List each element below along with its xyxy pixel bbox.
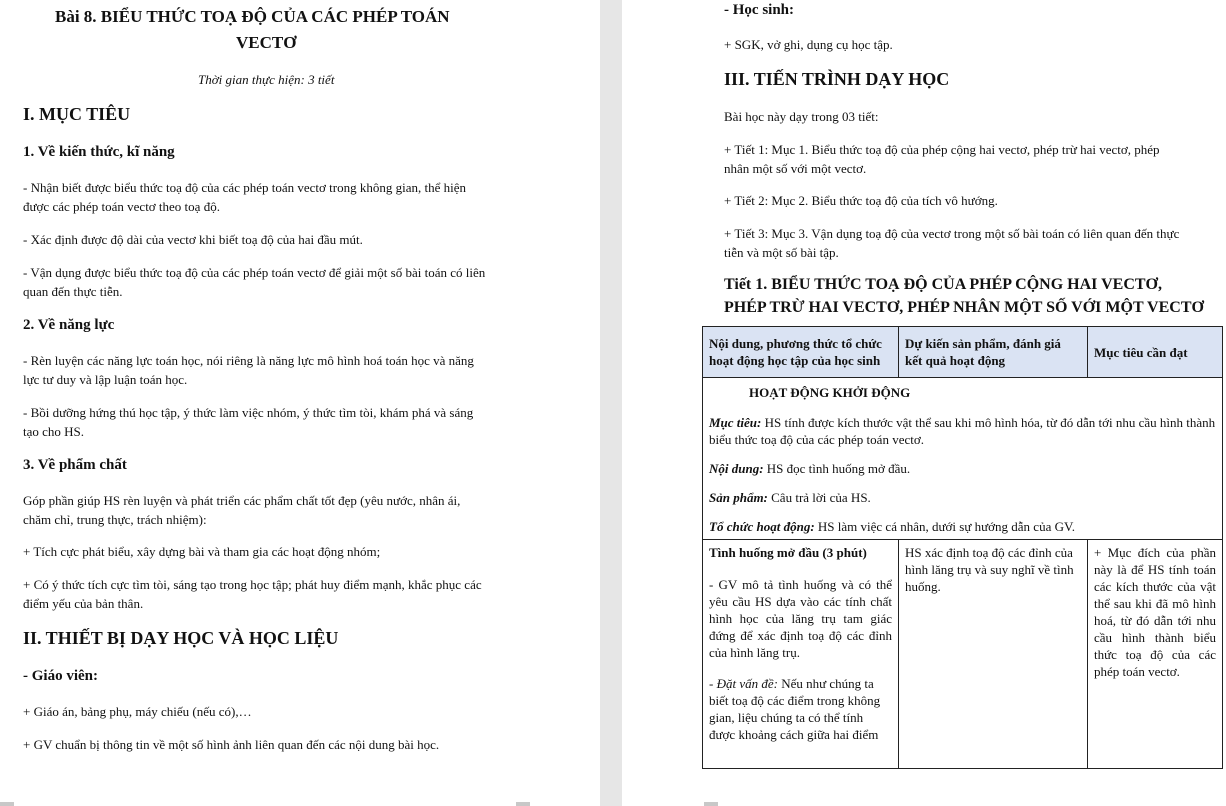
qualities-item-1-line1: Góp phần giúp HS rèn luyện và phát triển các phẩm chất tốt đẹp (yêu nước, nhân ái, [23,493,461,508]
period-3-line1: + Tiết 3: Mục 3. Vận dụng toạ độ của vectơ trong một số bài toán có liên quan đến thực [724,226,1180,241]
header-expected-product: Dự kiến sản phẩm, đánh giá kết quả hoạt động [899,327,1088,378]
document-page-left [0,0,600,806]
competence-item-1-line2: lực tư duy và lập luận toán học. [23,372,188,387]
organization-label: Tổ chức hoạt động: [709,519,815,534]
expected-product-cell: HS xác định toạ độ các đỉnh của hình lăng trụ và suy nghĩ về tình huống. [899,540,1088,769]
competence-item-2-line1: - Bồi dưỡng hứng thú học tập, ý thức làm việc nhóm, ý thức tìm tòi, khám phá và sáng [23,405,474,420]
period-1-line2: nhân một số với một vectơ. [724,161,867,176]
problem-text: Nếu như chúng ta biết toạ độ các điểm trong không gian, liệu chúng ta có thể tính được khoảng cách giữa hai điểm [709,676,881,742]
competence-item-1-line1: - Rèn luyện các năng lực toán học, nói riêng là năng lực mô hình hoá toán học và năng [23,353,474,368]
document-page-right [622,0,1226,806]
table-row-warmup [703,378,1223,540]
content-label: Nội dung: [709,461,764,476]
header-content-method: Nội dung, phương thức tổ chức hoạt động học tập của học sinh [703,327,899,378]
product-text: Câu trả lời của HS. [767,490,871,505]
organization-text: HS làm việc cá nhân, dưới sự hướng dẫn của GV. [814,519,1075,534]
situation-title: Tình huống mở đầu (3 phút) [709,545,867,560]
subheading-teacher: - Giáo viên: [23,668,98,684]
objective-cell: + Mục đích của phần này là để HS tính toán các kích thước của vật thể sau khi đã mô hình hoá, từ đó dẫn tới nhu cầu hình thành biểu thức toạ độ của các phép toán vectơ. [1088,540,1223,769]
table-row-situation [703,540,1223,769]
activity-organization [709,518,1216,535]
activity-goal [709,414,1216,448]
subheading-competence: 2. Về năng lực [23,317,115,333]
knowledge-item-1-line2: được các phép toán vectơ theo toạ độ. [23,199,220,214]
teacher-item-1: + Giáo án, bảng phụ, máy chiếu (nếu có),… [23,704,252,719]
period-2: + Tiết 2: Mục 2. Biểu thức toạ độ của tích vô hướng. [724,193,998,208]
subheading-knowledge: 1. Về kiến thức, kĩ năng [23,144,175,160]
header-objective: Mục tiêu cần đạt [1088,327,1223,378]
process-intro: Bài học này dạy trong 03 tiết: [724,109,879,124]
student-item-1: + SGK, vở ghi, dụng cụ học tập. [724,37,893,52]
knowledge-item-2: - Xác định được độ dài của vectơ khi biết toạ độ của hai đầu mút. [23,232,363,247]
lesson-title-line1: Bài 8. BIỂU THỨC TOẠ ĐỘ CỦA CÁC PHÉP TOÁN [55,7,450,26]
problem-label: - Đặt vấn đề: [709,676,778,691]
section-heading-equipment: II. THIẾT BỊ DẠY HỌC VÀ HỌC LIỆU [23,628,339,648]
qualities-item-3-line1: + Có ý thức tích cực tìm tòi, sáng tạo trong học tập; phát huy điểm mạnh, khắc phục các [23,577,482,592]
problem-statement [709,675,892,743]
section-heading-objectives: I. MỤC TIÊU [23,104,131,124]
activity-title: HOẠT ĐỘNG KHỞI ĐỘNG [749,385,911,400]
page-gap [600,0,622,806]
period-3-line2: tiễn và một số bài tập. [724,245,839,260]
subheading-student: - Học sinh: [724,2,795,18]
margin-marker [704,802,718,806]
situation-text: - GV mô tả tình huống và có thể yêu cầu HS dựa vào các tính chất hình học của lăng trụ tam giác đứng để xác định toạ độ các đỉnh của hình lăng trụ. [709,577,892,660]
table-header-row [703,327,1223,378]
teacher-item-2: + GV chuẩn bị thông tin về một số hình ảnh liên quan đến các nội dung bài học. [23,737,440,752]
content-text: HS đọc tình huống mở đầu. [763,461,911,476]
margin-marker [0,802,14,806]
goal-text: HS tính được kích thước vật thể sau khi mô hình hóa, từ đó dẫn tới nhu cầu hình thành biểu thức toạ độ của các phép toán vectơ. [709,415,1216,447]
qualities-item-2: + Tích cực phát biểu, xây dựng bài và tham gia các hoạt động nhóm; [23,544,381,559]
margin-marker [516,802,530,806]
knowledge-item-3-line1: - Vận dụng được biểu thức toạ độ của các phép toán vectơ để giải một số bài toán có liên [23,265,486,280]
lesson-title-line2: VECTƠ [236,33,297,52]
knowledge-item-1-line1: - Nhận biết được biểu thức toạ độ của các phép toán vectơ trong không gian, thể hiện [23,180,466,195]
qualities-item-3-line2: điểm yếu của bản thân. [23,596,144,611]
period-1-title-line1: Tiết 1. BIỂU THỨC TOẠ ĐỘ CỦA PHÉP CỘNG HAI VECTƠ, [724,276,1162,293]
lesson-plan-table [702,326,1223,769]
activity-product [709,489,1216,506]
qualities-item-1-line2: chăm chỉ, trung thực, trách nhiệm): [23,512,207,527]
period-1-line1: + Tiết 1: Mục 1. Biểu thức toạ độ của phép cộng hai vectơ, phép trừ hai vectơ, phép [724,142,1160,157]
goal-label: Mục tiêu: [709,415,762,430]
knowledge-item-3-line2: quan đến thực tiễn. [23,284,123,299]
subheading-qualities: 3. Về phẩm chất [23,457,127,473]
section-heading-process: III. TIẾN TRÌNH DẠY HỌC [724,69,950,89]
product-label: Sản phẩm: [709,490,768,505]
period-1-title-line2: PHÉP TRỪ HAI VECTƠ, PHÉP NHÂN MỘT SỐ VỚI MỘT VECTƠ [724,299,1204,316]
competence-item-2-line2: tạo cho HS. [23,424,85,439]
activity-content [709,460,1216,477]
duration-text: Thời gian thực hiện: 3 tiết [198,72,335,87]
